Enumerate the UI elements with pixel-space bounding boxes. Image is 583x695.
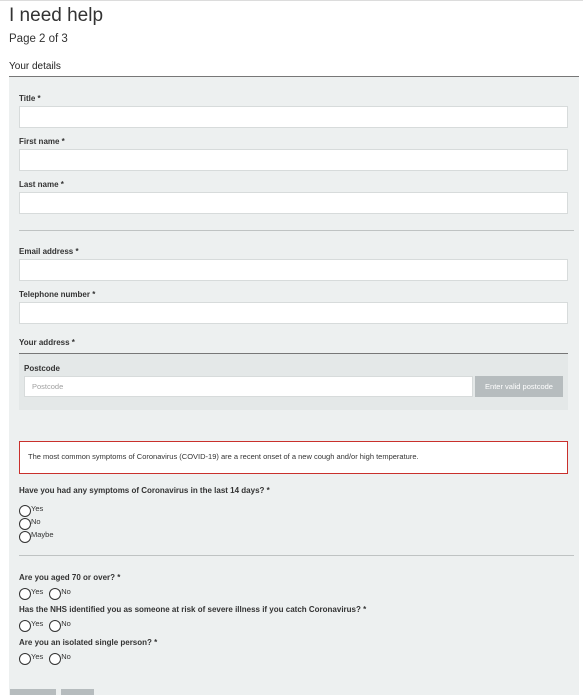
postcode-lookup-button[interactable]: Enter valid postcode [475,376,563,397]
postcode-label: Postcode [24,364,61,373]
radio-label: No [61,586,71,596]
nhs-risk-option-no[interactable] [49,620,77,632]
divider [19,555,574,556]
radio-button[interactable] [19,653,31,665]
first-name-input[interactable] [19,149,568,171]
symptoms-option-no[interactable] [19,518,47,530]
radio-button[interactable] [49,588,61,600]
radio-button[interactable] [19,531,31,543]
postcode-input[interactable] [24,376,473,397]
title-label: Title * [19,94,41,103]
radio-label: Yes [31,586,44,596]
symptoms-notice: The most common symptoms of Coronavirus (COVID-19) are a recent onset of a new cough and/or high temperature. [19,441,568,474]
postcode-lookup [19,353,568,410]
first-name-label: First name * [19,137,65,146]
aged70-options [19,588,77,600]
title-input[interactable] [19,106,568,128]
nhs-risk-question: Has the NHS identified you as someone at risk of severe illness if you catch Coronavirus? * [19,605,367,614]
page-count: Page 2 of 3 [9,33,68,45]
section-title: Your details [9,61,61,72]
last-name-input[interactable] [19,192,568,214]
telephone-input[interactable] [19,302,568,324]
details-panel [9,77,579,695]
page-title: I need help [9,5,104,26]
symptoms-option-maybe[interactable] [19,531,60,543]
nhs-risk-option-yes[interactable] [19,620,49,632]
aged70-option-no[interactable] [49,588,77,600]
radio-label: No [61,618,71,628]
isolated-question: Are you an isolated single person? * [19,638,158,647]
symptoms-option-yes[interactable] [19,505,49,517]
isolated-options [19,653,77,665]
radio-label: Yes [31,651,44,661]
aged70-option-yes[interactable] [19,588,49,600]
last-name-label: Last name * [19,180,64,189]
radio-button[interactable] [19,588,31,600]
nhs-risk-options [19,620,77,632]
radio-label: Yes [31,503,44,513]
radio-label: No [31,516,41,526]
isolated-option-yes[interactable] [19,653,49,665]
radio-label: Yes [31,618,44,628]
radio-label: No [61,651,71,661]
next-button[interactable] [61,689,94,695]
radio-button[interactable] [19,505,31,517]
back-button[interactable] [10,689,56,695]
aged70-question: Are you aged 70 or over? * [19,573,121,582]
radio-button[interactable] [49,620,61,632]
isolated-option-no[interactable] [49,653,77,665]
address-label: Your address * [19,338,75,347]
radio-button[interactable] [19,620,31,632]
radio-button[interactable] [49,653,61,665]
divider [19,230,574,231]
telephone-label: Telephone number * [19,290,96,299]
radio-button[interactable] [19,518,31,530]
radio-label: Maybe [31,529,54,539]
email-label: Email address * [19,247,79,256]
symptoms-question: Have you had any symptoms of Coronavirus in the last 14 days? * [19,486,270,495]
email-input[interactable] [19,259,568,281]
